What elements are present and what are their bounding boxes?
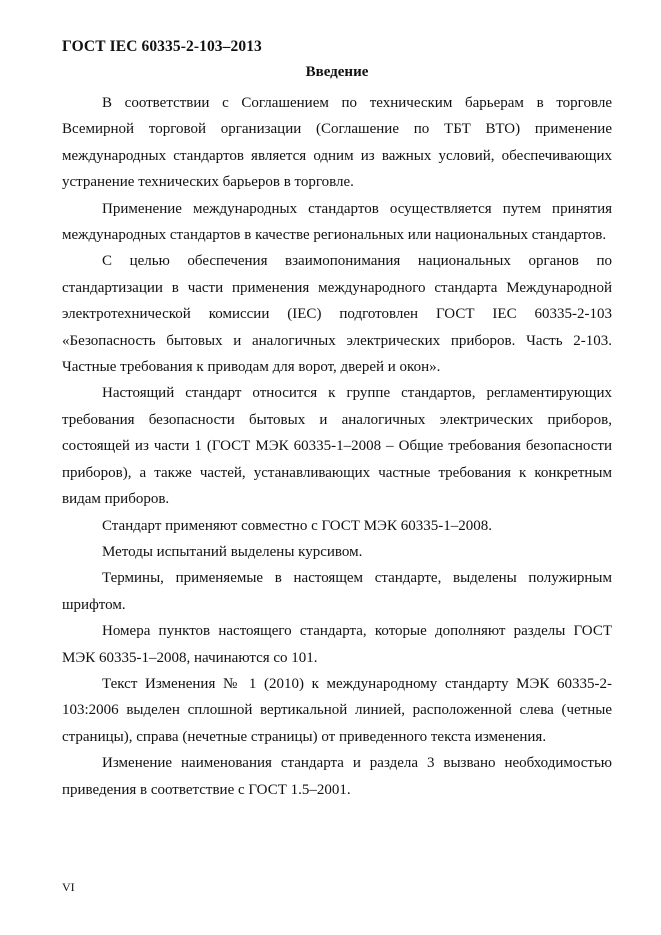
paragraph: С целью обеспечения взаимопонимания национальных органов по стандартизации в части применения международного стандарта Международной электротехнической комиссии (IEC) подготовлен ГОСТ IEC 60335-2-103 «Безопасность бытовых и аналогичных электрических приборов. Часть 2-103. Частные требования к приводам для ворот, дверей и окон». bbox=[62, 253, 612, 376]
paragraph: Номера пунктов настоящего стандарта, которые дополняют разделы ГОСТ МЭК 60335-1–2008, начинаются со 101. bbox=[62, 623, 612, 666]
page-number: VI bbox=[62, 880, 75, 894]
paragraph: Применение международных стандартов осуществляется путем принятия международных стандартов в качестве региональных или национальных стандартов. bbox=[62, 200, 612, 244]
section-title: Введение bbox=[305, 64, 369, 80]
paragraph: Стандарт применяют совместно с ГОСТ МЭК 60335-1–2008. bbox=[102, 517, 492, 534]
paragraph: Текст Изменения № 1 (2010) к международному стандарту МЭК 60335-2-103:2006 выделен сплошной вертикальной линией, расположенной слева (четные страницы), справа (нечетные страницы) от приведенного текста изменения. bbox=[62, 675, 612, 745]
paragraph: Изменение наименования стандарта и раздела 3 вызвано необходимостью приведения в соответствие с ГОСТ 1.5–2001. bbox=[62, 755, 612, 798]
paragraph: Методы испытаний выделены курсивом. bbox=[102, 543, 363, 560]
paragraph: Термины, применяемые в настоящем стандарте, выделены полужирным шрифтом. bbox=[62, 570, 612, 613]
document-header: ГОСТ IEC 60335-2-103–2013 bbox=[62, 38, 262, 55]
paragraph: Настоящий стандарт относится к группе стандартов, регламентирующих требования безопасности бытовых и аналогичных электрических приборов, состоящей из части 1 (ГОСТ МЭК 60335-1–2008 – Общие требования безопасности приборов), а также частей, устанавливающих частные требования к конкретным видам приборов. bbox=[62, 385, 612, 508]
body-text bbox=[62, 90, 612, 803]
paragraph: В соответствии с Соглашением по техническим барьерам в торговле Всемирной торговой организации (Соглашение по ТБТ ВТО) применение международных стандартов является одним из важных условий, обеспечивающих устранение технических барьеров в торговле. bbox=[62, 95, 612, 191]
